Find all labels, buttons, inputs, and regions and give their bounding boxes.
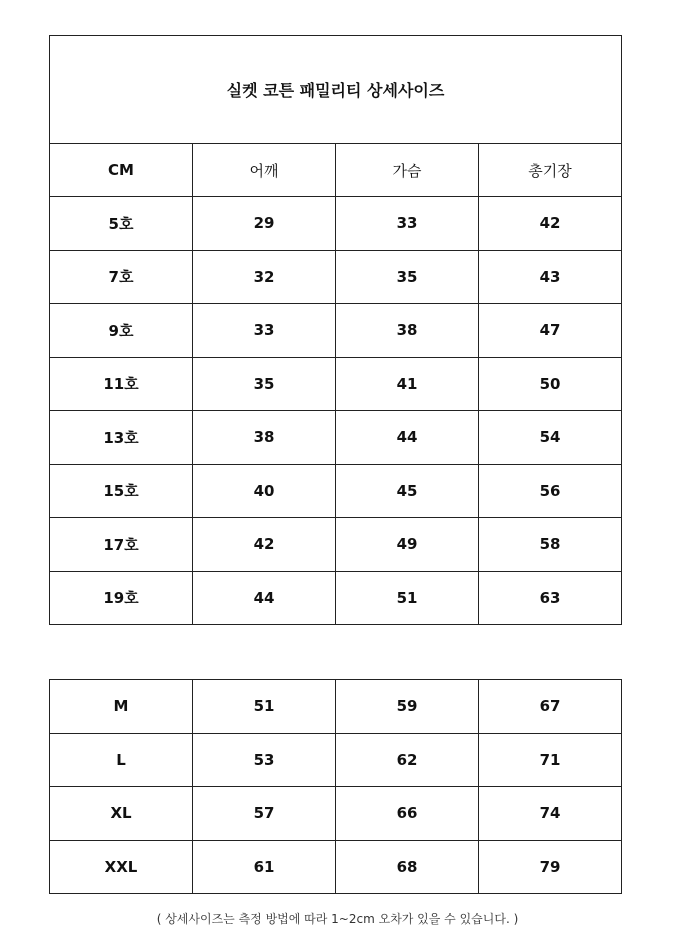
chest-value: 45: [336, 464, 479, 518]
length-value: 74: [479, 787, 622, 841]
chest-value: 44: [336, 411, 479, 465]
chest-value: 41: [336, 357, 479, 411]
table-row: [50, 787, 622, 841]
table-row: [50, 733, 622, 787]
table-title: 실켓 코튼 패밀리티 상세사이즈: [50, 36, 622, 144]
chest-value: 66: [336, 787, 479, 841]
shoulder-value: 35: [193, 357, 336, 411]
shoulder-value: 51: [193, 680, 336, 734]
shoulder-value: 61: [193, 840, 336, 894]
table-row: [50, 357, 622, 411]
chest-value: 51: [336, 571, 479, 625]
size-label: XXL: [50, 840, 193, 894]
shoulder-value: 33: [193, 304, 336, 358]
size-label: L: [50, 733, 193, 787]
shoulder-value: 42: [193, 518, 336, 572]
size-label: 7호: [50, 250, 193, 304]
size-label: 13호: [50, 411, 193, 465]
chest-value: 38: [336, 304, 479, 358]
chest-value: 35: [336, 250, 479, 304]
kids-size-table: [49, 35, 622, 625]
length-value: 42: [479, 197, 622, 251]
table-row: [50, 411, 622, 465]
header-cm: CM: [50, 144, 193, 197]
header-shoulder: 어깨: [193, 144, 336, 197]
shoulder-value: 40: [193, 464, 336, 518]
table-row: [50, 571, 622, 625]
length-value: 63: [479, 571, 622, 625]
table-row: [50, 304, 622, 358]
size-label: 5호: [50, 197, 193, 251]
table-row: [50, 518, 622, 572]
length-value: 67: [479, 680, 622, 734]
shoulder-value: 32: [193, 250, 336, 304]
table-row: [50, 840, 622, 894]
chest-value: 59: [336, 680, 479, 734]
length-value: 50: [479, 357, 622, 411]
shoulder-value: 38: [193, 411, 336, 465]
length-value: 56: [479, 464, 622, 518]
shoulder-value: 44: [193, 571, 336, 625]
shoulder-value: 29: [193, 197, 336, 251]
table-row: [50, 250, 622, 304]
chest-value: 33: [336, 197, 479, 251]
measurement-note: ( 상세사이즈는 측정 방법에 따라 1~2cm 오차가 있을 수 있습니다. ): [156, 912, 519, 926]
length-value: 71: [479, 733, 622, 787]
size-label: 11호: [50, 357, 193, 411]
length-value: 47: [479, 304, 622, 358]
size-label: 19호: [50, 571, 193, 625]
chest-value: 62: [336, 733, 479, 787]
length-value: 43: [479, 250, 622, 304]
length-value: 54: [479, 411, 622, 465]
chest-value: 68: [336, 840, 479, 894]
length-value: 58: [479, 518, 622, 572]
header-chest: 가슴: [336, 144, 479, 197]
length-value: 79: [479, 840, 622, 894]
size-label: 17호: [50, 518, 193, 572]
shoulder-value: 53: [193, 733, 336, 787]
table-row: [50, 197, 622, 251]
header-row: [50, 144, 622, 197]
header-length: 총기장: [479, 144, 622, 197]
size-label: 9호: [50, 304, 193, 358]
adult-size-table: [49, 679, 622, 894]
size-label: 15호: [50, 464, 193, 518]
chest-value: 49: [336, 518, 479, 572]
table-row: [50, 464, 622, 518]
size-label: XL: [50, 787, 193, 841]
shoulder-value: 57: [193, 787, 336, 841]
table-row: [50, 680, 622, 734]
size-label: M: [50, 680, 193, 734]
